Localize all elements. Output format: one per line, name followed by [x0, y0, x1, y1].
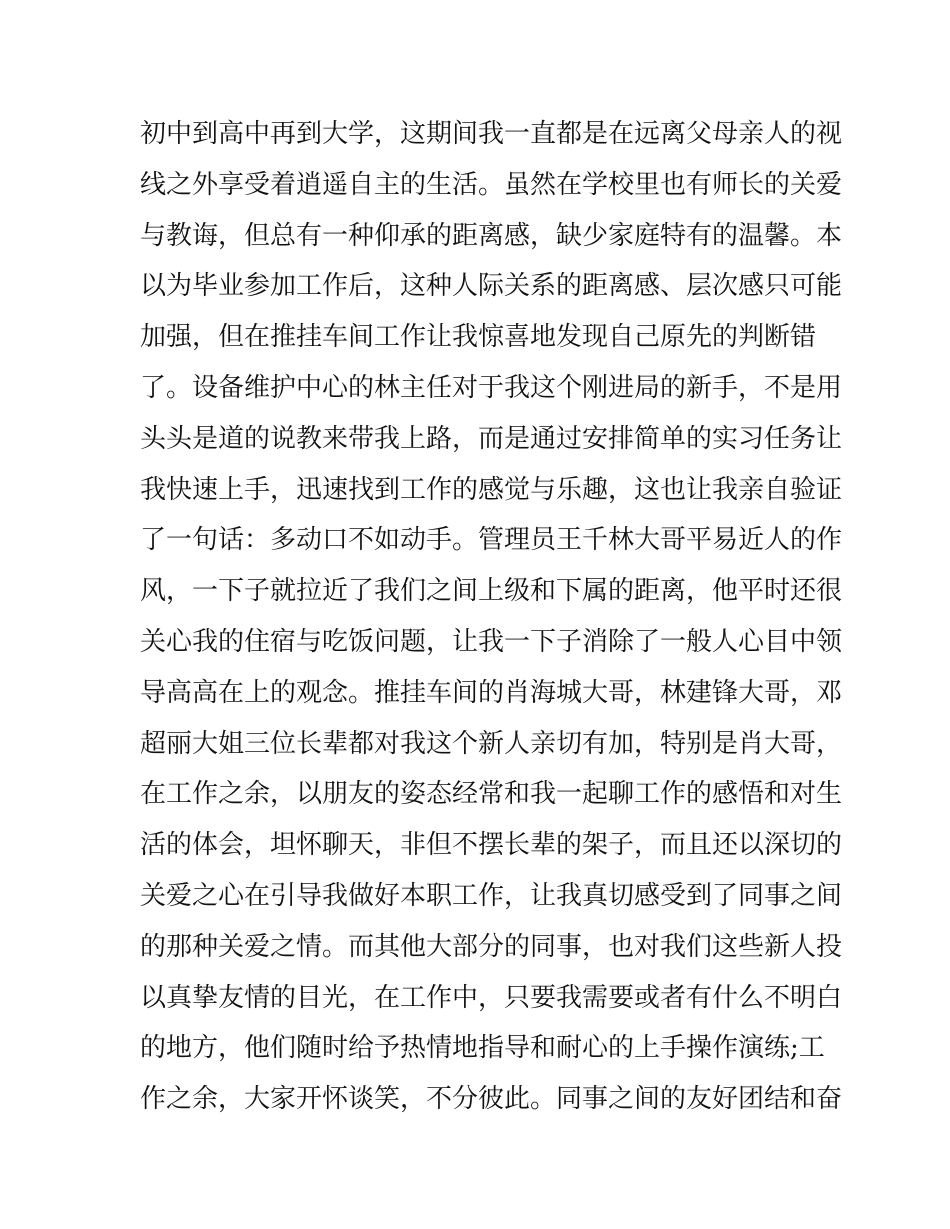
text-line-12: 导高高在上的观念。推挂车间的肖海城大哥，林建锋大哥，邓: [140, 677, 843, 708]
text-line-19: 的地方，他们随时给予热情地指导和耐心的上手操作演练;工: [140, 1033, 825, 1064]
text-line-9: 了一句话：多动口不如动手。管理员王千林大哥平易近人的作: [140, 525, 843, 556]
text-line-17: 的那种关爱之情。而其他大部分的同事，也对我们这些新人投: [140, 931, 843, 962]
text-line-13: 超丽大姐三位长辈都对我这个新人亲切有加，特别是肖大哥，: [140, 728, 843, 759]
text-line-5: 加强，但在推挂车间工作让我惊喜地发现自己原先的判断错: [140, 322, 817, 353]
text-line-1: 初中到高中再到大学，这期间我一直都是在远离父母亲人的视: [140, 119, 843, 149]
text-line-14: 在工作之余，以朋友的姿态经常和我一起聊工作的感悟和对生: [140, 779, 843, 810]
text-line-16: 关爱之心在引导我做好本职工作，让我真切感受到了同事之间: [140, 880, 843, 911]
text-line-7: 头头是道的说教来带我上路，而是通过安排简单的实习任务让: [140, 423, 843, 454]
text-line-18: 以真挚友情的目光，在工作中，只要我需要或者有什么不明白: [140, 982, 843, 1013]
text-line-3: 与教诲，但总有一种仰承的距离感，缺少家庭特有的温馨。本: [140, 220, 843, 251]
text-line-2: 线之外享受着逍遥自主的生活。虽然在学校里也有师长的关爱: [140, 169, 843, 200]
text-line-6: 了。设备维护中心的林主任对于我这个刚进局的新手，不是用: [140, 372, 843, 403]
text-line-11: 关心我的住宿与吃饭问题，让我一下子消除了一般人心目中领: [140, 626, 843, 657]
text-line-20: 作之余，大家开怀谈笑，不分彼此。同事之间的友好团结和奋: [140, 1084, 843, 1115]
text-line-8: 我快速上手，迅速找到工作的感觉与乐趣，这也让我亲自验证: [140, 474, 843, 505]
text-line-10: 风，一下子就拉近了我们之间上级和下属的距离，他平时还很: [140, 576, 843, 607]
body-paragraph: [140, 109, 843, 1125]
text-line-15: 活的体会，坦怀聊天，非但不摆长辈的架子，而且还以深切的: [140, 830, 843, 861]
text-line-4: 以为毕业参加工作后，这种人际关系的距离感、层次感只可能: [140, 271, 843, 302]
